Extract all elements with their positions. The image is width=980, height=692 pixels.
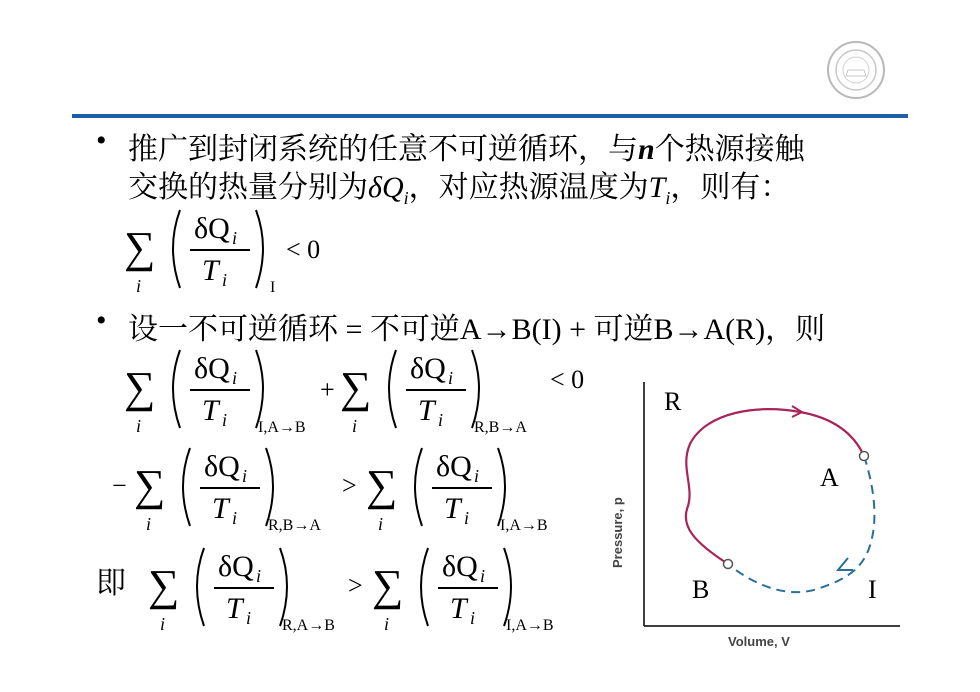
- header-rule: [72, 114, 908, 118]
- svg-text:I,A→B: I,A→B: [506, 617, 554, 634]
- svg-text:δQ: δQ: [442, 550, 478, 583]
- svg-text:T: T: [418, 394, 435, 427]
- svg-text:I,A→B: I,A→B: [500, 517, 548, 534]
- x-axis-label: Volume, V: [728, 634, 790, 649]
- y-axis-label: Pressure, p: [610, 497, 625, 568]
- label-b: B: [692, 575, 710, 604]
- svg-text:i: i: [474, 466, 480, 486]
- numerator: δQ: [194, 212, 230, 245]
- svg-text:i: i: [242, 466, 248, 486]
- svg-text:∑: ∑: [124, 363, 156, 412]
- svg-text:i: i: [232, 228, 238, 248]
- svg-text:δQ: δQ: [410, 352, 446, 385]
- svg-text:i: i: [438, 410, 444, 430]
- svg-text:+: +: [320, 375, 335, 404]
- svg-text:T: T: [212, 492, 229, 525]
- point-b: [724, 560, 733, 569]
- svg-text:i: i: [480, 566, 486, 586]
- i-path-arrow: [838, 558, 853, 570]
- pv-diagram: [610, 376, 900, 676]
- svg-text:∑: ∑: [372, 561, 404, 610]
- svg-text:i: i: [470, 608, 476, 628]
- svg-text:i: i: [136, 416, 142, 436]
- equation-3: [110, 438, 570, 538]
- svg-text:i: i: [232, 368, 238, 388]
- svg-text:R,B→A: R,B→A: [268, 517, 321, 534]
- svg-text:i: i: [146, 514, 152, 534]
- svg-text:I: I: [270, 279, 276, 296]
- equation-2: [110, 340, 610, 440]
- svg-text:i: i: [464, 508, 470, 528]
- svg-text:< 0: < 0: [550, 365, 585, 394]
- svg-text:i: i: [160, 614, 166, 634]
- svg-text:T: T: [202, 254, 219, 287]
- svg-text:∑: ∑: [340, 363, 372, 412]
- svg-text:i: i: [384, 614, 390, 634]
- label-a: A: [820, 463, 839, 492]
- svg-text:i: i: [256, 566, 262, 586]
- university-seal-icon: [826, 40, 886, 100]
- svg-text:i: i: [136, 276, 142, 296]
- svg-text:i: i: [222, 410, 228, 430]
- svg-text:i: i: [448, 368, 454, 388]
- irreversible-path: [728, 456, 874, 592]
- svg-text:T: T: [226, 592, 243, 625]
- bullet1-line1: 推广到封闭系统的任意不可逆循环，与n个热源接触: [128, 133, 805, 166]
- point-a: [860, 452, 869, 461]
- svg-text:∑: ∑: [148, 561, 180, 610]
- svg-text:∑: ∑: [134, 461, 166, 510]
- label-i: I: [868, 575, 877, 604]
- svg-text:i: i: [222, 270, 228, 290]
- svg-text:R,B→A: R,B→A: [474, 419, 527, 436]
- ji-label: 即: [96, 567, 126, 600]
- svg-text:δQ: δQ: [204, 450, 240, 483]
- equation-1: [110, 200, 350, 300]
- svg-text:< 0: < 0: [286, 235, 321, 264]
- bullet-dot: •: [96, 304, 107, 337]
- svg-text:δQ: δQ: [218, 550, 254, 583]
- svg-text:I,A→B: I,A→B: [258, 419, 306, 436]
- svg-text:−: −: [112, 471, 127, 500]
- bullet1-line2: 交换的热量分别为$\delta Q_i$，对应热源温度为$T_i$，则有：: [128, 171, 791, 208]
- svg-text:i: i: [378, 514, 384, 534]
- svg-text:∑: ∑: [124, 223, 156, 272]
- svg-text:R,A→B: R,A→B: [282, 617, 335, 634]
- svg-text:T: T: [450, 592, 467, 625]
- svg-text:∑: ∑: [366, 461, 398, 510]
- bullet-dot: •: [96, 124, 107, 157]
- svg-text:T: T: [444, 492, 461, 525]
- svg-text:δQ: δQ: [194, 352, 230, 385]
- svg-text:i: i: [232, 508, 238, 528]
- equation-4: [134, 538, 594, 638]
- label-r: R: [664, 387, 682, 416]
- svg-text:>: >: [342, 471, 357, 500]
- svg-text:>: >: [348, 571, 363, 600]
- svg-text:δQ: δQ: [436, 450, 472, 483]
- svg-text:i: i: [246, 608, 252, 628]
- bullet2-line: 设一不可逆循环 = 不可逆A→B(I) + 可逆B→A(R)，则: [128, 313, 826, 346]
- svg-text:i: i: [352, 416, 358, 436]
- svg-text:T: T: [202, 394, 219, 427]
